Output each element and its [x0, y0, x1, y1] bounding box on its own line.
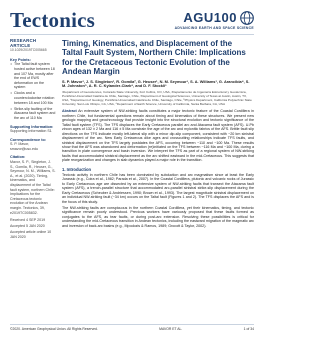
- running-head: MAVOR ET AL.: [159, 327, 183, 331]
- doi[interactable]: 10.1029/2019TC005665: [10, 48, 47, 53]
- body-paragraph: Tectonic activity in northern Chile has been dominated by subduction and arc magmatism since at least the Early Jurassic (e.g., Coira et al., 1982; Parada et al., 2007). In the Coastal Cordillera, plutonic and volcanic rocks of Jurassic to Early Cretaceous age are dissected by an extensive system of NW-striking faults that transect the Atacama fault system (AFS), a trench-parallel structure that accommodated arc-parallel sinistral strike-slip displacement during the Early Cretaceous (Scheuber & Andriessen, 1990; Brown et al., 1993). The largest magnitude sinistral displacement on an individual NW-striking fault (~34 km) occurs on the Taltal fault (Figures 1 and 2). The TFS displaces the AFS and is the focus of this study.: [62, 172, 254, 204]
- copyright: ©2020. American Geophysical Union. All Rights Reserved.: [10, 327, 98, 331]
- article-sidebar: [10, 39, 56, 241]
- section-heading: 1. Introduction: [62, 166, 92, 172]
- body-paragraph: The NW-striking faults are conspicuous in the northern Coastal Cordillera, yet their kinematics, timing, and tectonic significance remain poorly understood. Previous workers have variously proposed that these faults formed as conjugates to the AFS, as tear faults, or during post-arc extension. Resolving these possibilities is critical for understanding the mid-Cretaceous transition in Andean tectonics, including the eastward migration of the magmatic arc and inversion of back-arc basins (e.g., Mpodozis & Ramos, 1989; Grocott & Taylor, 2002).: [62, 206, 254, 228]
- authors: S. P. Mavor¹, J. S. Singleton¹, R. Gomila², G. Heuser¹, N. M. Seymour³, S. A. Williams¹, G. Arancibia⁴, S. M. Johnston⁵, A. R. C. Kylander-Clark⁶, and D. F. Stockli³: [62, 78, 250, 89]
- affiliations: ¹Department of Geosciences, Colorado State University, Fort Collins, CO, USA, ²Departamento de Ingeniería Estructural y Geotécnica, Pontificia Universidad Católica de Chile, Santiago, Chile, ³Department of Geological Sciences, University of Texas at Austin, Austin, TX, USA, ⁴Department of Geology, Pontificia Universidad Católica de Chile, Santiago, Chile, ⁵Physics Department, California Polytechnic State University, San Luis Obispo, CA, USA, ⁶Department of Earth Science, University of California, Santa Barbara, CA, USA: [62, 90, 252, 106]
- correspondence[interactable]: S. P. Mavor, smavor@usc.edu: [10, 142, 39, 151]
- online-date: Accepted article online 10 JAN 2020: [10, 230, 52, 239]
- key-point: • Clocks and a counterclockwise rotation between 18 and 100 Ma: [14, 91, 56, 105]
- publisher-logo: [175, 10, 254, 30]
- journal-title: Tectonics: [10, 8, 96, 32]
- article-main: [62, 39, 254, 230]
- supporting-info[interactable]: Supporting Information S1: [10, 129, 52, 134]
- publisher-tagline: ADVANCING EARTH AND SPACE SCIENCE: [174, 26, 254, 30]
- abstract-label: Abstract: [62, 109, 77, 114]
- key-point: • Strike-slip faulting of the Atacama fault system and the arc of 110 Ma: [14, 107, 56, 121]
- correspondence-header: Correspondence to:: [10, 137, 47, 142]
- article-type: RESEARCH ARTICLE: [10, 38, 37, 48]
- citation: Mavor, S. P., Singleton, J. S., Gomila, R., Heuser, G., Seymour, N. M., Williams, S. A., et al. (2020). Timing, kinematics, and displacement of the Taltal fault system, northern Chile: Implications for the Cretaceous tectonic evolution of the Andean margin. Tectonics, 39, e2019TC005832.: [10, 160, 56, 215]
- article-title: Timing, Kinematics, and Displacement of the Taltal Fault System, Northern Chile: Implications for the Cretaceous Tectonic Evolution of the Andean Margin: [62, 39, 246, 77]
- page-footer: [10, 324, 254, 331]
- key-points-header: Key Points:: [10, 57, 31, 62]
- header-rule: [10, 34, 254, 35]
- key-points-list: [10, 62, 56, 120]
- citation-header: Citation:: [10, 155, 26, 160]
- globe-icon: [240, 11, 254, 25]
- agu-logo-text: AGU100: [183, 10, 237, 25]
- accepted-date: Accepted 5 JAN 2020: [10, 224, 45, 229]
- page-number: 1 of 34: [243, 327, 254, 331]
- supporting-info-header: Supporting Information:: [10, 124, 54, 129]
- abstract-text: An extensive system of NW-striking faults constitutes a major tectonic feature of the Coastal Cordillera in northern Chile, but fundamental questions remain about timing and kinematics of these structures. We present new geologic mapping and geochronology that provide insight into the structural evolution and tectonic significance of the Taltal fault system (TFS). The TFS displaces the Early Cretaceous parallel arc and Atacama fault system (AFS). U-Pb zircon ages of 132 ± 2 Ma and 116 ± 5 Ma constrain the age of the arc and mylonitic fabrics of the AFS. Brittle fault slip directions on the TFS indicate mostly left-lateral slip with a minor dip-slip component, consistent with ~20 km sinistral displacement of the arc. New Early Cretaceous dike ages and crosscutting relationships indicate TFS faults, and sinistral displacement on the TFS largely postdates the AFS, occurring between ~110 and ~100 Ma. These results show that the AFS was abandoned and deformation (re)initiated on the TFS between ~116 Ma and ~100 Ma, during a transition in plate convergence and basin inversion. We interpret the TFS as part of a regional system of NW-striking faults that accommodated sinistral displacement as the arc shifted eastward in the mid-Cretaceous. This suggests that plate reorganization and changes in slab dynamics played a major role in the transition.: [62, 109, 254, 163]
- abstract: [62, 109, 254, 162]
- key-point: • The Taltal fault system hosted active between 18 and 107 Ma, mostly after the end of EWS deformation on the system: [14, 62, 56, 90]
- received-date: Received 4 SEP 2019: [10, 218, 46, 223]
